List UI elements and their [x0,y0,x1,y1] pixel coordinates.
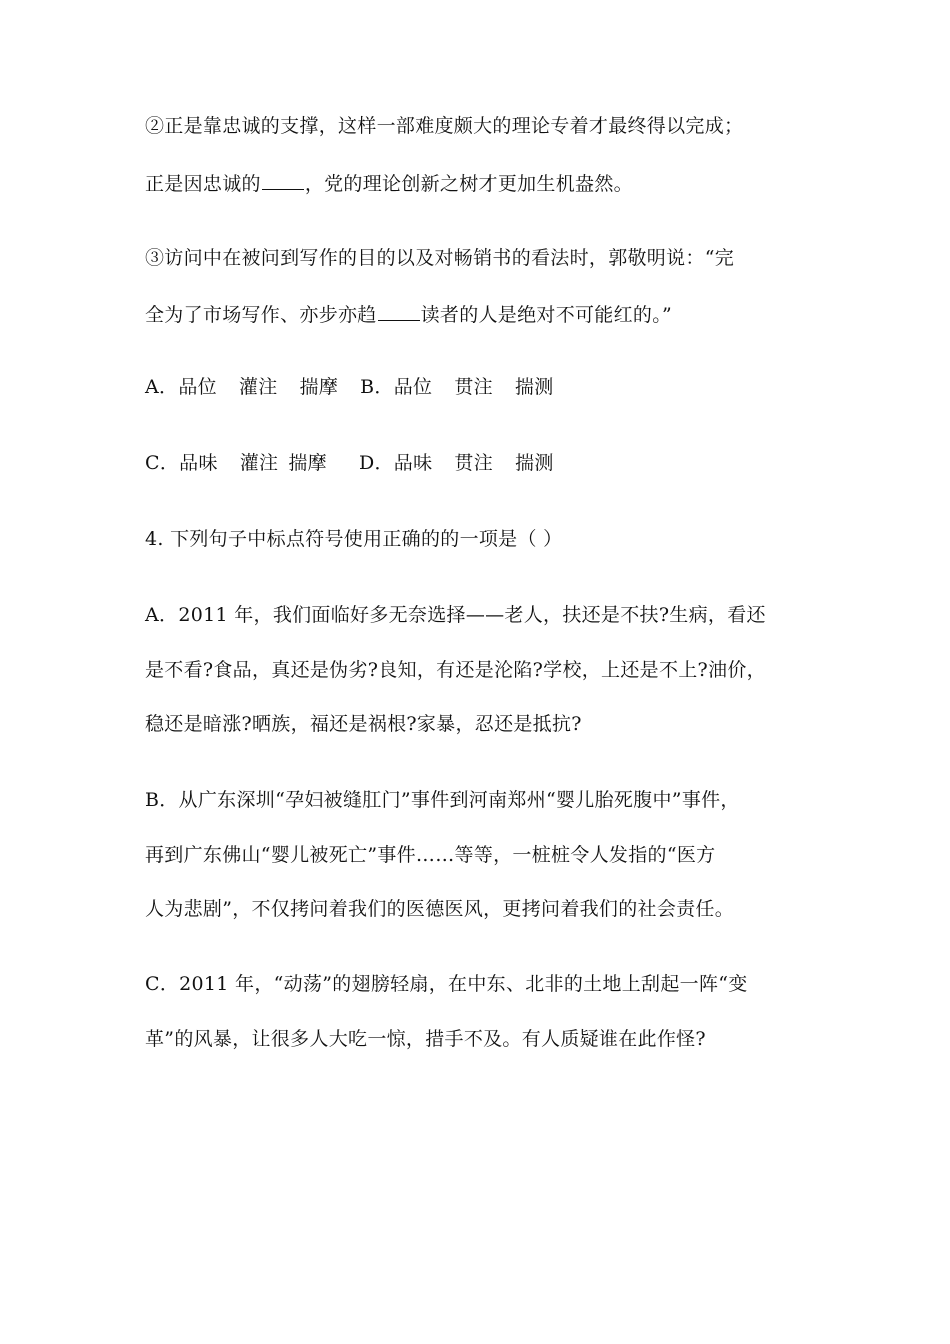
option-c-label: C．品味 [145,452,218,474]
q4-stem: 4. 下列句子中标点符号使用正确的的一项是（ ） [145,528,563,550]
option-b-word3: 揣测 [514,376,554,398]
option-d-word3: 揣测 [515,452,554,474]
q3-item2-line2 [145,169,633,197]
option-a-word2: 灌注 [238,376,278,398]
q3-item3-line2-before: 全为了市场写作、亦步亦趋 [145,304,377,326]
option-a-label: A．品位 [145,376,217,398]
q4-option-b-line1: B．从广东深圳“孕妇被缝肛门”事件到河南郑州“婴儿胎死腹中”事件， [145,789,740,811]
q3-item2-line2-after: ，党的理论创新之树才更加生机盎然。 [304,173,633,195]
q4-option-a-line1: A．2011 年，我们面临好多无奈选择——老人，扶还是不扶?生病，看还 [145,604,766,626]
q4-option-a-line3: 稳还是暗涨?晒族，福还是祸根?家暴，忍还是抵抗? [145,713,582,735]
option-d-label: D．品味 [358,452,433,474]
q3-item3-line2 [145,300,672,328]
fill-blank-2 [378,300,420,321]
q3-options-cd [145,450,554,476]
option-a-word3: 揣摩 [299,376,339,398]
option-d-word2: 贯注 [454,452,494,474]
option-c-word3: 揣摩 [288,452,327,474]
q3-item2-line2-before: 正是因忠诚的 [145,173,261,195]
q3-item3-line1: ③访问中在被问到写作的目的以及对畅销书的看法时，郭敬明说：“完 [145,247,735,269]
q3-options-ab [145,374,554,400]
q3-item2-line1: ②正是靠忠诚的支撑，这样一部难度颇大的理论专着才最终得以完成； [145,115,744,137]
q4-option-b-line2: 再到广东佛山“婴儿被死亡”事件……等等，一桩桩令人发指的“医方 [145,844,716,866]
option-b-word2: 贯注 [454,376,493,398]
q4-option-b-line3: 人为悲剧”，不仅拷问着我们的医德医风，更拷问着我们的社会责任。 [145,898,735,920]
q4-option-a-line2: 是不看?食品，真还是伪劣?良知，有还是沦陷?学校，上还是不上?油价， [145,659,766,681]
fill-blank-1 [262,169,304,190]
q4-option-c-line1: C．2011 年，“动荡”的翅膀轻扇，在中东、北非的土地上刮起一阵“变 [145,973,748,995]
option-c-word2: 灌注 [239,452,279,474]
q4-option-c-line2: 革”的风暴，让很多人大吃一惊，措手不及。有人质疑谁在此作怪? [145,1028,706,1050]
q3-item3-line2-after: 读者的人是绝对不可能红的。” [420,304,673,326]
option-b-label: B．品位 [360,376,433,398]
